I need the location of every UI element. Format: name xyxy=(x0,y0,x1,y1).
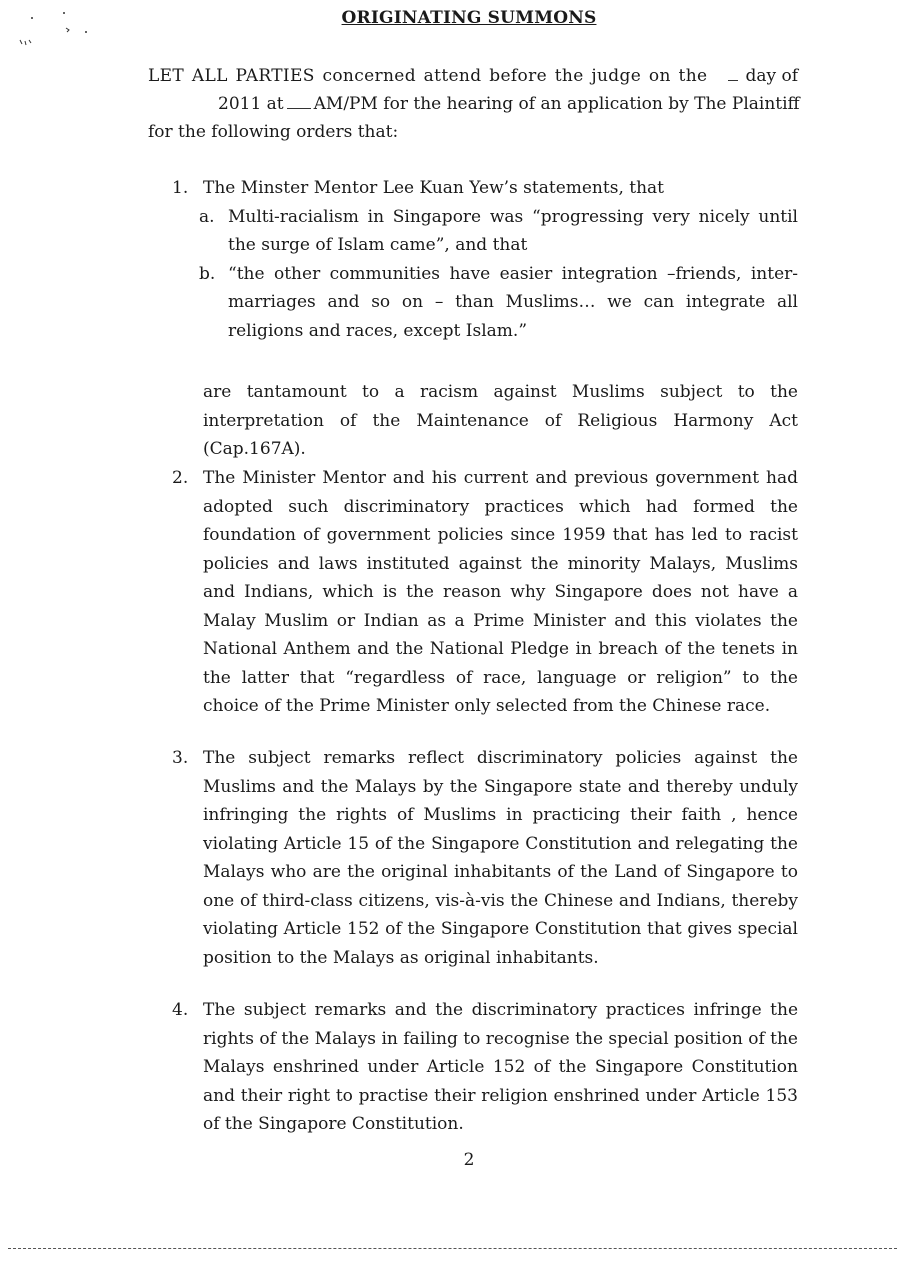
item-number: 1. xyxy=(172,178,189,198)
footer-divider xyxy=(8,1248,897,1249)
intro-line-1 xyxy=(148,62,798,90)
document-title: ORIGINATING SUMMONS xyxy=(341,8,597,28)
list-item-3 xyxy=(172,744,798,972)
item-1-conclusion: are tantamount to a racism against Muslims subject to the interpretation of the Maintenance of Religious Harmony Act (Cap.167A). xyxy=(203,382,798,459)
day-blank xyxy=(728,66,738,81)
intro-line-1-text: LET ALL PARTIES concerned attend before the judge on the xyxy=(148,66,708,86)
sub-item-label: b. xyxy=(199,263,216,284)
sub-item-text: Multi-racialism in Singapore was “progressing very nicely until the surge of Islam came”, and that xyxy=(228,206,798,255)
sub-item-a xyxy=(199,203,798,260)
intro-line-2 xyxy=(148,90,798,118)
item-number: 4. xyxy=(172,1000,189,1020)
page-number: 2 xyxy=(463,1150,475,1170)
item-text: The subject remarks reflect discriminatory policies against the Muslims and the Malays by the Singapore state and thereby unduly infringing the rights of Muslims in practicing their faith , hence violating Article 15 of the Singapore Constitution and relegating the Malays who are the original inhabitants of the Land of Singapore to one of third-class citizens, vis-à-vis the Chinese and Indians, thereby violating Article 152 of the Singapore Constitution that gives special position to the Malays as original inhabitants. xyxy=(203,748,798,968)
list-item-4 xyxy=(172,996,798,1139)
item-text: The subject remarks and the discriminatory practices infringe the rights of the Malays in failing to recognise the special position of the Malays enshrined under Article 152 of the Singapore Constitution and their right to practise their religion enshrined under Article 153 of the Singapore Constitution. xyxy=(203,1000,798,1134)
sub-item-text: “the other communities have easier integration –friends, inter-marriages and so on – than Muslims… we can integrate all religions and races, except Islam.” xyxy=(228,263,798,341)
list-item-1 xyxy=(172,174,798,345)
intro-line-1-tail xyxy=(726,62,798,90)
item-text: The Minister Mentor and his current and previous government had adopted such discriminatory practices which had formed the foundation of government policies since 1959 that has led to racist policies and laws instituted against the minority Malays, Muslims and Indians, which is the reason why Singapore does not have a Malay Muslim or Indian as a Prime Minister and this violates the National Anthem and the National Pledge in breach of the tenets in the latter that “regardless of race, language or religion” to the choice of the Prime Minister only selected from the Chinese race. xyxy=(203,468,798,716)
item-number: 2. xyxy=(172,468,189,488)
intro-paragraph xyxy=(148,62,798,146)
list-item-2 xyxy=(172,464,798,721)
sub-item-label: a. xyxy=(199,206,215,227)
sub-item-b xyxy=(199,260,798,346)
intro-line-2-start: 2011 at xyxy=(218,94,284,114)
item-number: 3. xyxy=(172,748,189,768)
item-text: The Minster Mentor Lee Kuan Yew’s statements, that xyxy=(203,178,664,198)
intro-line-2-end: AM/PM for the hearing of an application by The Plaintiff xyxy=(313,94,800,114)
time-blank xyxy=(287,94,311,109)
intro-line-1-end: day of xyxy=(745,66,798,86)
intro-line-3: for the following orders that: xyxy=(148,122,399,142)
